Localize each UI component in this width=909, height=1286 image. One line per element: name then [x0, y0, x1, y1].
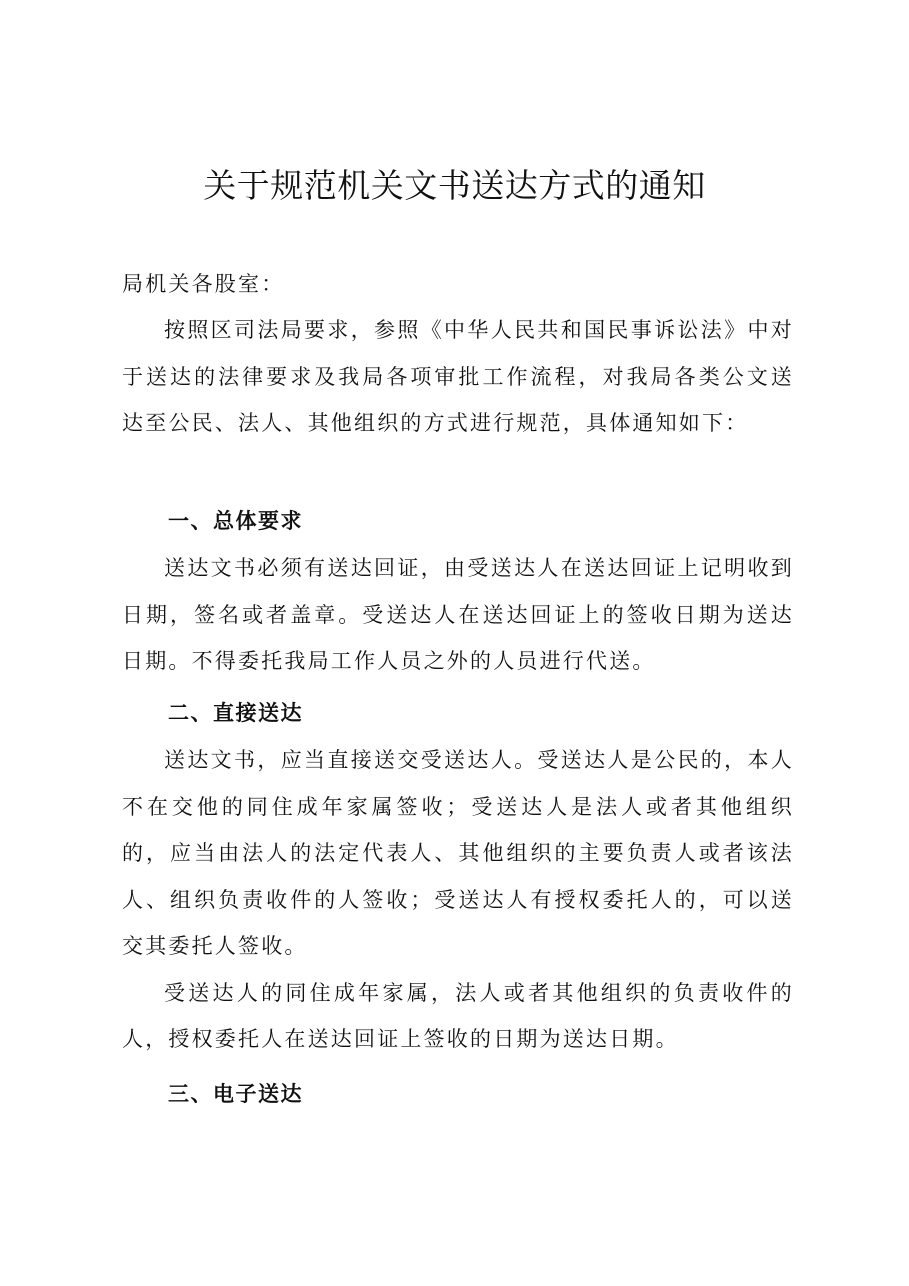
section-2-paragraph-1: 送达文书，应当直接送交受送达人。受送达人是公民的，本人不在交他的同住成年家属签收；受送达人是法人或者其他组织的，应当由法人的法定代表人、其他组织的主要负责人或者该法人、组织负责收件的人签收；受送达人有授权委托人的，可以送交其委托人签收。 [122, 748, 794, 958]
salutation: 局机关各股室： [122, 272, 285, 296]
section-2-body [122, 737, 794, 1063]
section-3-heading: 三、电子送达 [168, 1082, 303, 1106]
section-2-paragraph-2: 受送达人的同住成年家属，法人或者其他组织的负责收件的人，授权委托人在送达回证上签收的日期为送达日期。 [122, 980, 794, 1051]
section-1-body [122, 545, 794, 685]
section-2-heading: 二、直接送达 [168, 701, 303, 725]
section-1-heading: 一、总体要求 [168, 509, 303, 533]
document-title: 关于规范机关文书送达方式的通知 [203, 166, 706, 205]
section-1-paragraph-1: 送达文书必须有送达回证，由受送达人在送达回证上记明收到日期，签名或者盖章。受送达人在送达回证上的签收日期为送达日期。不得委托我局工作人员之外的人员进行代送。 [122, 556, 794, 673]
intro-paragraph: 按照区司法局要求，参照《中华人民共和国民事诉讼法》中对于送达的法律要求及我局各项审批工作流程，对我局各类公文送达至公民、法人、其他组织的方式进行规范，具体通知如下： [122, 318, 794, 435]
intro-block [122, 307, 794, 447]
